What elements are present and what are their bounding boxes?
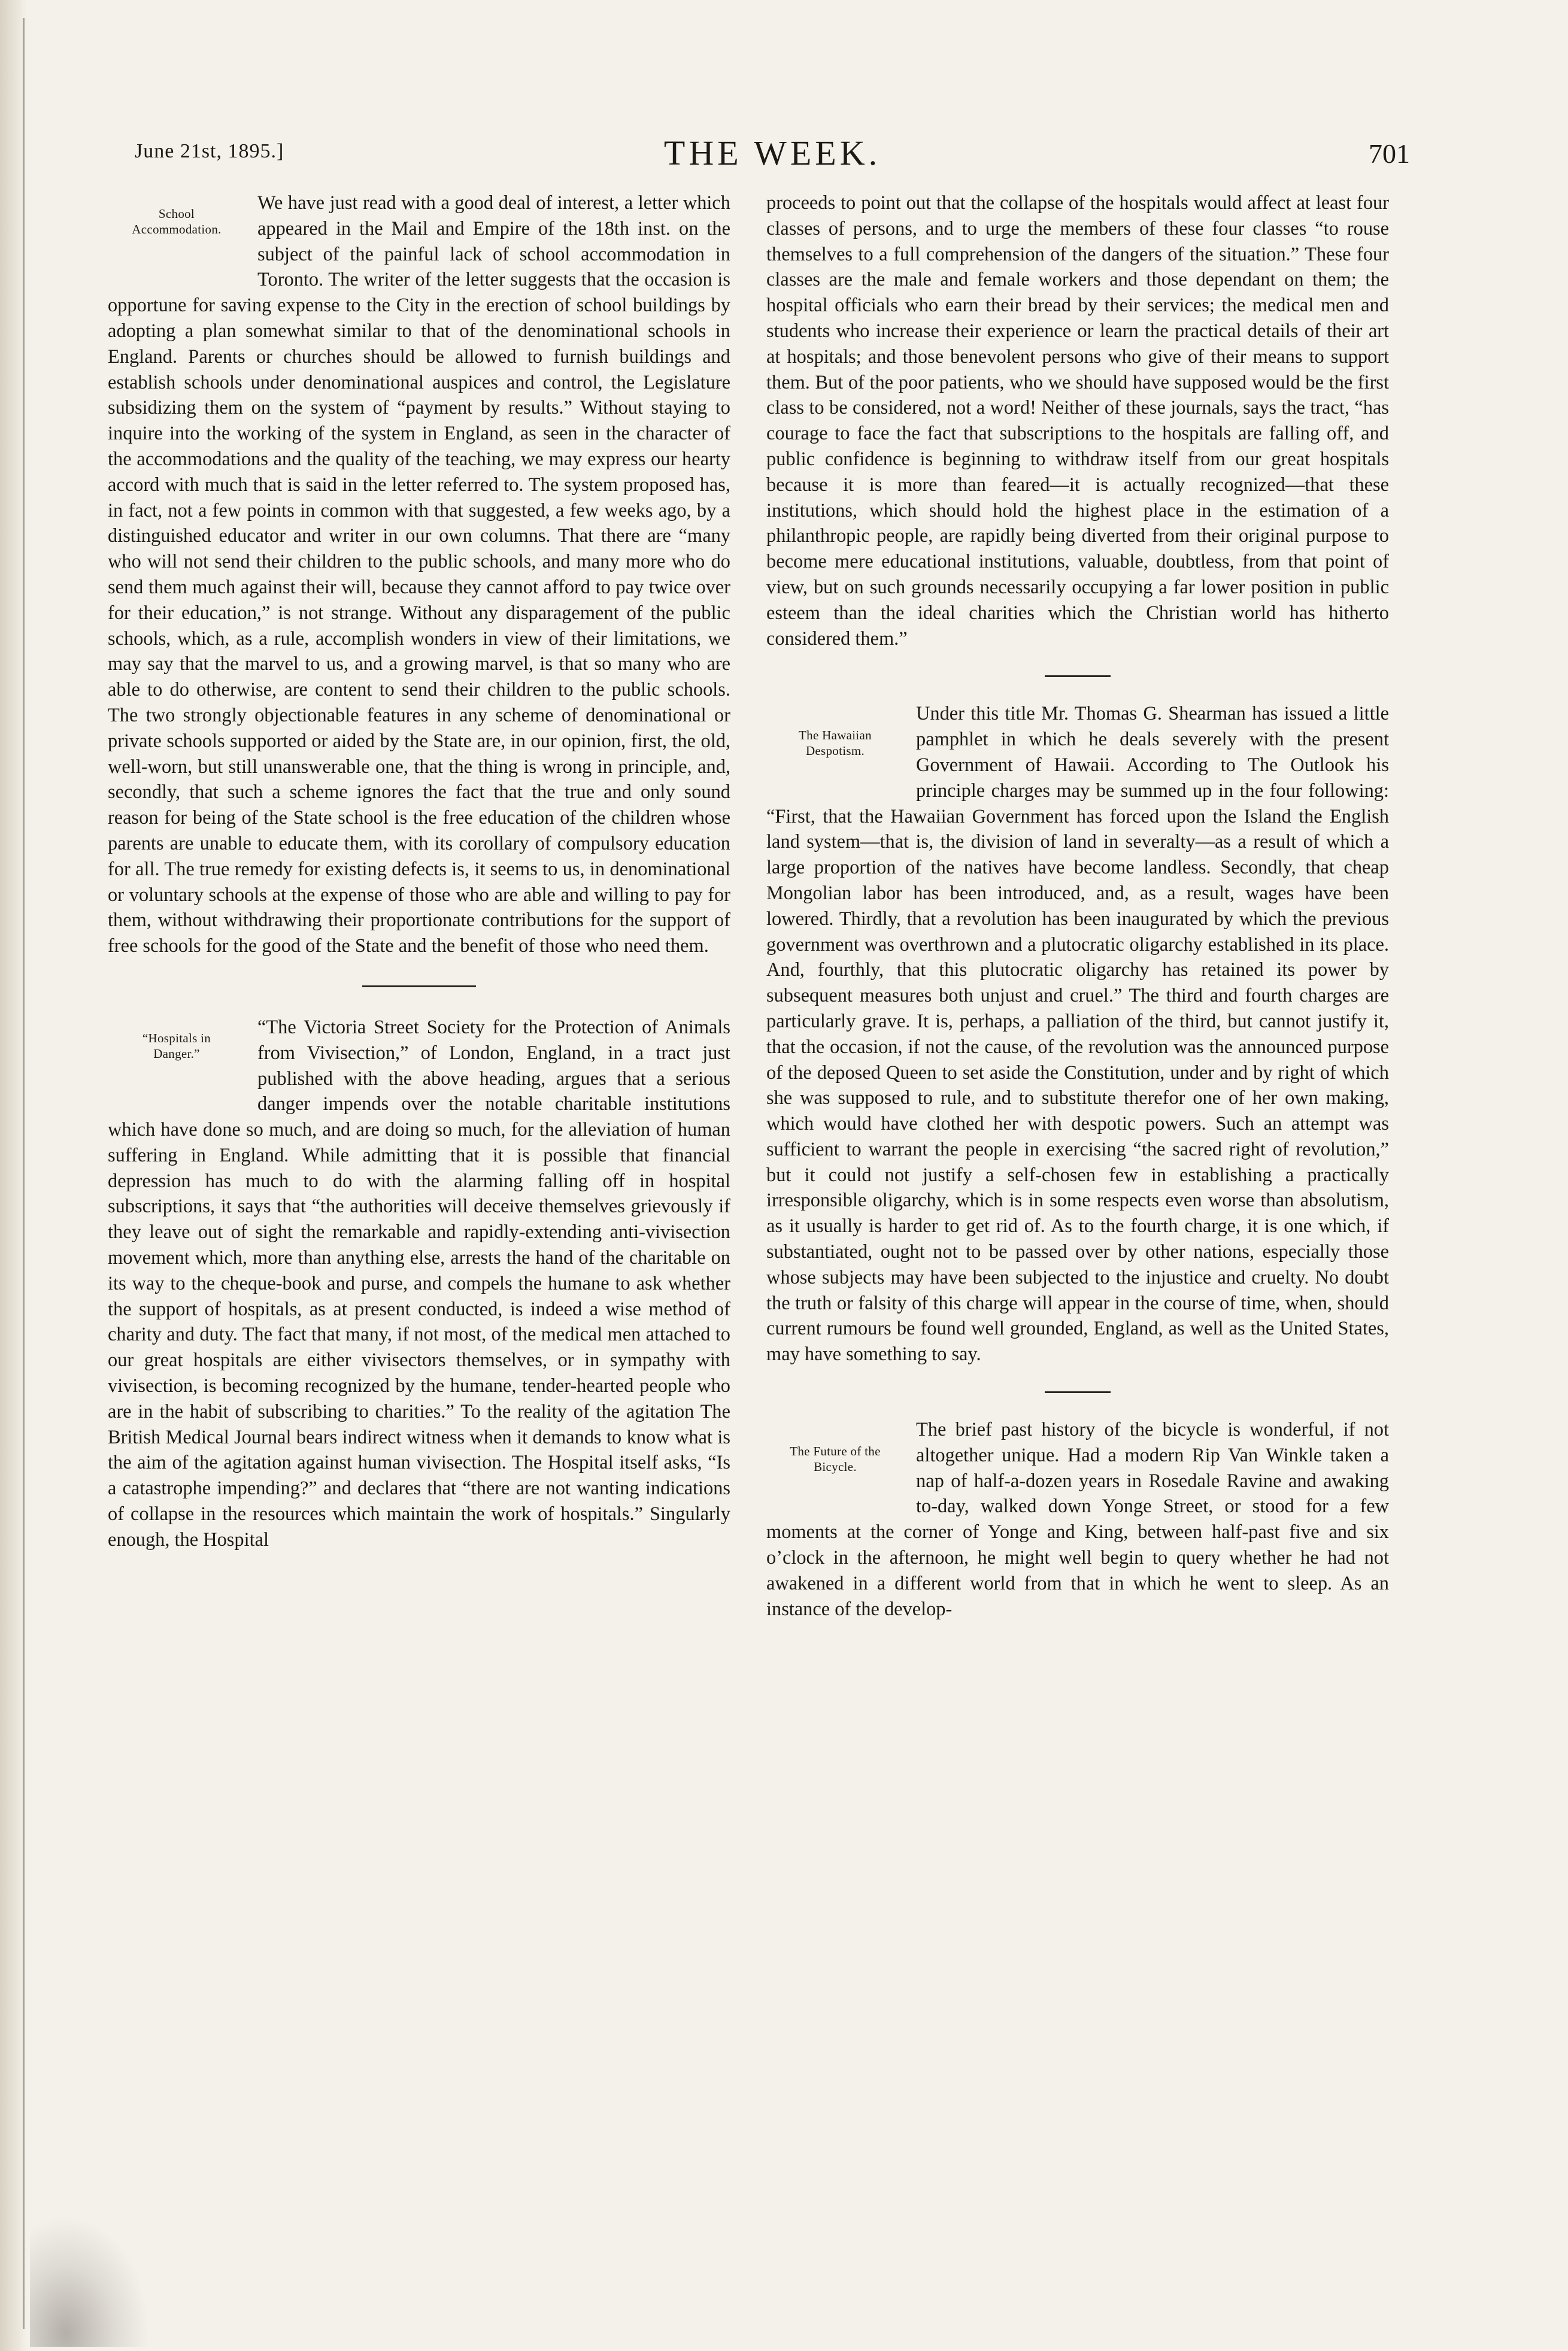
section-divider [1045,1391,1111,1393]
side-heading-school: School Accommodation. [132,207,222,236]
article-body-hawaii: Under this title Mr. Thomas G. Shearman has issued a little pamphlet in which he deals severely with the present Government of Hawaii. According to The Outlook his principle charges may be summed up in the four following: “First, that the Hawaiian Government has forced upon the Island the English land system—that is, the division of land in severalty—as a result of which a large proportion of the natives have become landless. Secondly, that cheap Mongolian labor has been introduced, and, as a result, wages have been lowered. Thirdly, that a revolution has been inaugurated by which the previous government was overthrown and a plutocratic oligarchy established in its place. And, fourthly, that this plutocratic oligarchy has retained its power by subsequent measures both unjust and cruel.” The third and fourth charges are particularly grave. It is, perhaps, a palliation of the third, but cannot justify it, that the occasion, if not the cause, of the revolution was the announced purpose of the deposed Queen to set aside the Constitution, under and by right of which she was supposed to rule, and to substitute therefor one of her own making, which would have clothed her with despotic powers. Such an attempt was sufficient to warrant the people in exercising “the sacred right of revolution,” but it could not justify a self-chosen few in establishing a practically irresponsible oligarchy, which is in some respects even worse than absolutism, as it usually is harder to get rid of. As to the fourth charge, it is one which, if substantiated, ought not to be passed over by other nations, especially those whose subjects may have been subjected to the injustice and cruelty. No doubt the truth or falsity of this charge will appear in the course of time, when, should current rumours be found well grounded, England, as well as the United States, may have something to say. [766,703,1389,1366]
page-header [135,133,1410,175]
page-number: 701 [1369,138,1410,169]
publication-title: THE WEEK. [663,134,881,172]
side-heading-hospitals: “Hospitals in Danger.” [142,1030,211,1061]
article-school-accommodation [108,190,730,959]
issue-date: June 21st, 1895.] [135,140,284,162]
section-divider [1045,675,1111,677]
article-body-hospitals-part2: proceeds to point out that the collapse of the hospitals would affect at least four classes of persons, and to urge the members of these four classes “to rouse themselves to a full comprehension of the dangers of the situation.” These four classes are the male and female workers and those dependant on them; the hospital officials who earn their bread by their services; the medical men and students who increase their experience or learn the practical details of their art at hospitals; and those benevolent persons who give of their means to support them. But of the poor patients, who we should have supposed would be the first class to be considered, not a word! Neither of these journals, says the tract, “has courage to face the fact that subscriptions to the hospitals are falling off, and public confidence is beginning to withdraw itself from our great hospitals because it is more than feared—it is actually recognized—that these institutions, which should hold the highest place in the estimation of a philanthropic people, are rapidly being diverted from their original purpose to become mere educational institutions, valuable, doubtless, from that point of view, but on such grounds necessarily occupying a far lower position in public esteem than the ideal charities which the Christian world has hitherto considered them.” [766,192,1389,650]
section-divider [362,985,476,987]
left-column [108,190,730,2316]
side-heading-bicycle: The Future of the Bicycle. [790,1444,881,1475]
article-hawaiian-despotism [766,701,1389,1367]
article-body-hospitals-part1: “The Victoria Street Society for the Protection of Animals from Vivisection,” of London, England, in a tract just published with the above heading, argues that a serious danger impends over the notable charitable institutions which have done so much, and are doing so much, for the alleviation of human suffering in England. While admitting that it is possible that financial depression has much to do with the alarming falling off in hospital subscriptions, it says that “the authorities will deceive themselves grievously if they leave out of sight the remarkable and rapidly-extending anti-vivisection movement which, more than anything else, arrests the hand of the charitable on its way to the cheque-book and purse, and compels the humane to ask whether the support of hospitals, as at present conducted, is indeed a wise method of charity and duty. The fact that many, if not most, of the medical men attached to our great hospitals are either vivisectors themselves, or in sympathy with vivisection, is becoming recognized by the humane, tender-hearted people who are in the habit of subscribing to charities.” To the reality of the agitation The British Medical Journal bears indirect witness when it demands to know what is the aim of the agitation against human vivisection. The Hospital itself asks, “Is a catastrophe impending?” and declares that “there are not wanting indications of collapse in the resources which maintain the work of hospitals.” Singularly enough, the Hospital [108,1016,730,1551]
side-heading-hawaii: The Hawaiian Despotism. [799,728,872,759]
right-column [766,190,1389,2316]
binding-line [23,18,25,2329]
article-hospitals-continued [766,190,1389,651]
article-future-of-bicycle [766,1417,1389,1622]
article-hospitals-in-danger [108,1015,730,1553]
page-corner-shadow [30,2215,150,2347]
article-body-bicycle: The brief past history of the bicycle is wonderful, if not altogether unique. Had a modern Rip Van Winkle taken a nap of half-a-dozen years in Rosedale Ravine and awaking to-day, walked down Yonge Street, or stood for a few moments at the corner of Yonge and King, between half-past five and six o’clock in the afternoon, he might well begin to query whether he had not awakened in a different world from that in which he went to sleep. As an instance of the develop- [766,1419,1389,1620]
article-body-school: We have just read with a good deal of interest, a letter which appeared in the Mail and Empire of the 18th inst. on the subject of the painful lack of school accommodation in Toronto. The writer of the letter suggests that the occasion is opportune for saving expense to the City in the erection of school buildings by adopting a plan somewhat similar to that of the denominational schools in England. Parents or churches should be allowed to furnish buildings and establish schools under denominational auspices and control, the Legislature subsidizing them on the system of “payment by results.” Without staying to inquire into the working of the system in England, as seen in the character of the accommodations and the quality of the teaching, we may express our hearty accord with much that is said in the letter referred to. The system proposed has, in fact, not a few points in common with that suggested, a few weeks ago, by a distinguished educator and writer in our own columns. That there are “many who will not send their children to the public schools, and many more who do send them much against their will, because they cannot afford to pay twice over for their education,” is not strange. Without any disparagement of the public schools, which, as a rule, accomplish wonders in view of their limitations, we may say that the marvel to us, and a growing marvel, is that so many who are able to do otherwise, are content to send their children to the public schools. The two strongly objectionable features in any scheme of denominational or private schools supported or aided by the State are, in our opinion, first, the old, well-worn, but still unanswerable one, that the thing is wrong in principle, and, secondly, that such a scheme ignores the fact that the true and only sound reason for being of the State school is the free education of the children whose parents are unable to educate them, with its corollary of compulsory education for all. The true remedy for existing defects is, it seems to us, in denominational or voluntary schools at the expense of those who are able and willing to pay for them, without withdrawing their proportionate contributions for the support of free schools for the good of the State and the benefit of those who need them. [108,192,730,957]
